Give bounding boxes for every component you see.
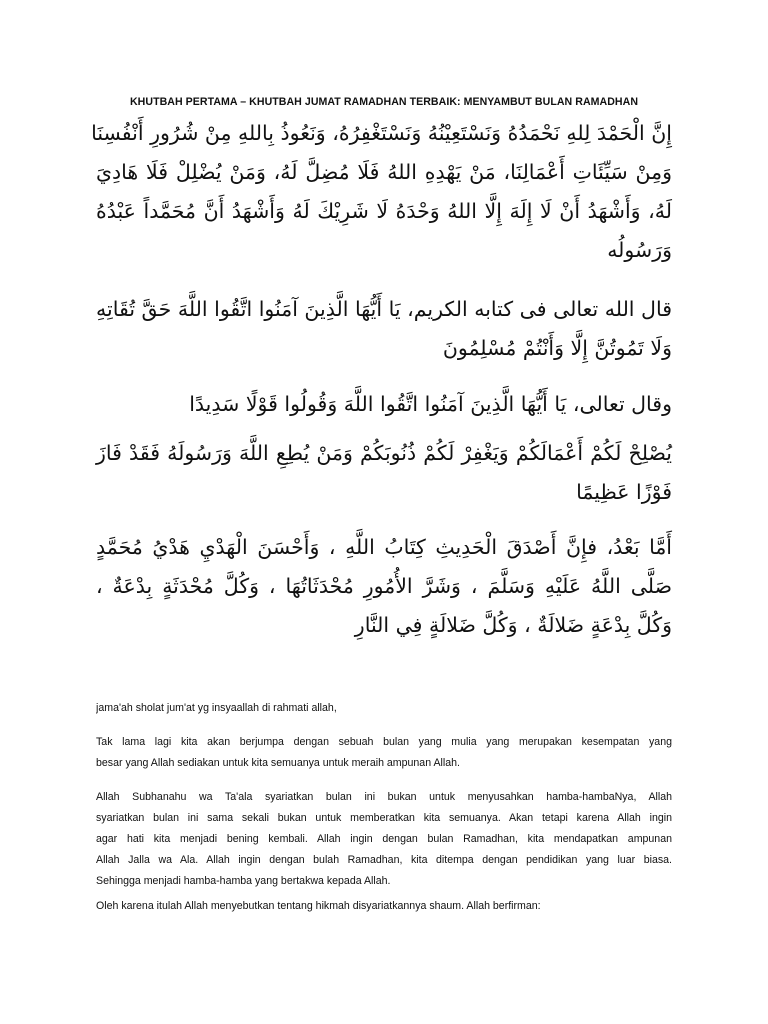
paragraph-line: besar yang Allah sediakan untuk kita semuanya untuk meraih ampunan Allah. — [96, 757, 460, 769]
arabic-line: وَكُلَّ بِدْعَةٍ ضَلالَةٌ ، وَكُلَّ ضَلالَةٍ فِي النَّارِ — [354, 613, 672, 637]
arabic-line: لَهُ، وَأَشْهَدُ أَنْ لَا إِلَهَ إِلَّا اللهُ وَحْدَهُ لَا شَرِيْكَ لَهُ وَأَشْهَدُ أَنَّ مُحَمَّداً عَبْدُهُ — [96, 199, 672, 223]
paragraph-line: jama'ah sholat jum'at yg insyaallah di rahmati allah, — [96, 702, 337, 714]
paragraph-line: Allah Jalla wa Ala. Allah ingin dengan bulah Ramadhan, kita ditempa dengan pendidikan yang luar biasa. — [96, 854, 672, 866]
arabic-line: صَلَّى اللَّهُ عَلَيْهِ وَسَلَّمَ ، وَشَرَّ الأُمُورِ مُحْدَثَاتُهَا ، وَكُلَّ مُحْدَثَةٍ بِدْعَةٌ ، — [96, 574, 672, 598]
arabic-line: فَوْزًا عَظِيمًا — [576, 480, 672, 504]
paragraph-greeting — [96, 698, 672, 719]
arabic-verse-ali-imran — [96, 290, 672, 368]
document-title: KHUTBAH PERTAMA – KHUTBAH JUMAT RAMADHAN TERBAIK: MENYAMBUT BULAN RAMADHAN — [129, 96, 639, 108]
arabic-line: يُصْلِحْ لَكُمْ أَعْمَالَكُمْ وَيَغْفِرْ لَكُمْ ذُنُوبَكُمْ وَمَنْ يُطِعِ اللَّهَ وَرَسُولَهُ فَقَدْ فَازَ — [96, 441, 672, 465]
arabic-line: قال الله تعالى فى كتابه الكريم، يَا أَيُّهَا الَّذِينَ آمَنُوا اتَّقُوا اللَّهَ حَقَّ تُقَاتِهِ — [96, 297, 672, 321]
arabic-verse-al-ahzab-70 — [96, 385, 672, 424]
arabic-line: وقال تعالى، يَا أَيُّهَا الَّذِينَ آمَنُوا اتَّقُوا اللَّهَ وَقُولُوا قَوْلًا سَدِيدًا — [189, 392, 672, 416]
arabic-amma-badu — [96, 528, 672, 645]
arabic-line: وَرَسُولُه — [607, 238, 672, 262]
paragraph-intro — [96, 732, 672, 774]
paragraph-line: Sehingga menjadi hamba-hamba yang bertakwa kepada Allah. — [96, 875, 391, 887]
arabic-line: أَمَّا بَعْدُ، فإِنَّ أَصْدَقَ الْحَدِيثِ كِتَابُ اللَّهِ ، وَأَحْسَنَ الْهَدْيِ هَدْيُ مُحَمَّدٍ — [96, 535, 672, 559]
arabic-line: وَمِنْ سَيِّئَاتِ أَعْمَالِنَا، مَنْ يَهْدِهِ اللهُ فَلَا مُضِلَّ لَهُ، وَمَنْ يُضْلِلْ فَلَا هَادِيَ — [96, 160, 672, 184]
paragraph-line: syariatkan bulan ini sama sekali bukan untuk memberatkan kita semuanya. Akan tetapi karena Allah ingin — [96, 812, 672, 824]
paragraph-line: Allah Subhanahu wa Ta'ala syariatkan bulan ini bukan untuk menyusahkan hamba-hambaNya, Allah — [96, 791, 672, 803]
arabic-opening-praise — [91, 114, 672, 270]
arabic-verse-al-ahzab-71 — [96, 434, 672, 512]
arabic-line: إِنَّ الْحَمْدَ لِلهِ نَحْمَدُهُ وَنَسْتَعِيْنُهُ وَنَسْتَغْفِرُهُ، وَنَعُوذُ بِاللهِ مِنْ شُرُورِ أَنْفُسِنَا — [91, 121, 672, 145]
paragraph-ramadhan-purpose — [96, 787, 672, 892]
paragraph-line: Tak lama lagi kita akan berjumpa dengan sebuah bulan yang mulia yang merupakan kesempatan yang — [96, 736, 672, 748]
paragraph-line: agar hati kita menjadi bening kembali. Allah ingin dengan bulan Ramadhan, kita mendapatkan ampunan — [96, 833, 672, 845]
paragraph-line: Oleh karena itulah Allah menyebutkan tentang hikmah disyariatkannya shaum. Allah berfirman: — [96, 900, 541, 912]
arabic-line: وَلَا تَمُوتُنَّ إِلَّا وَأَنْتُمْ مُسْلِمُونَ — [442, 336, 672, 360]
paragraph-hikmah — [96, 896, 672, 917]
